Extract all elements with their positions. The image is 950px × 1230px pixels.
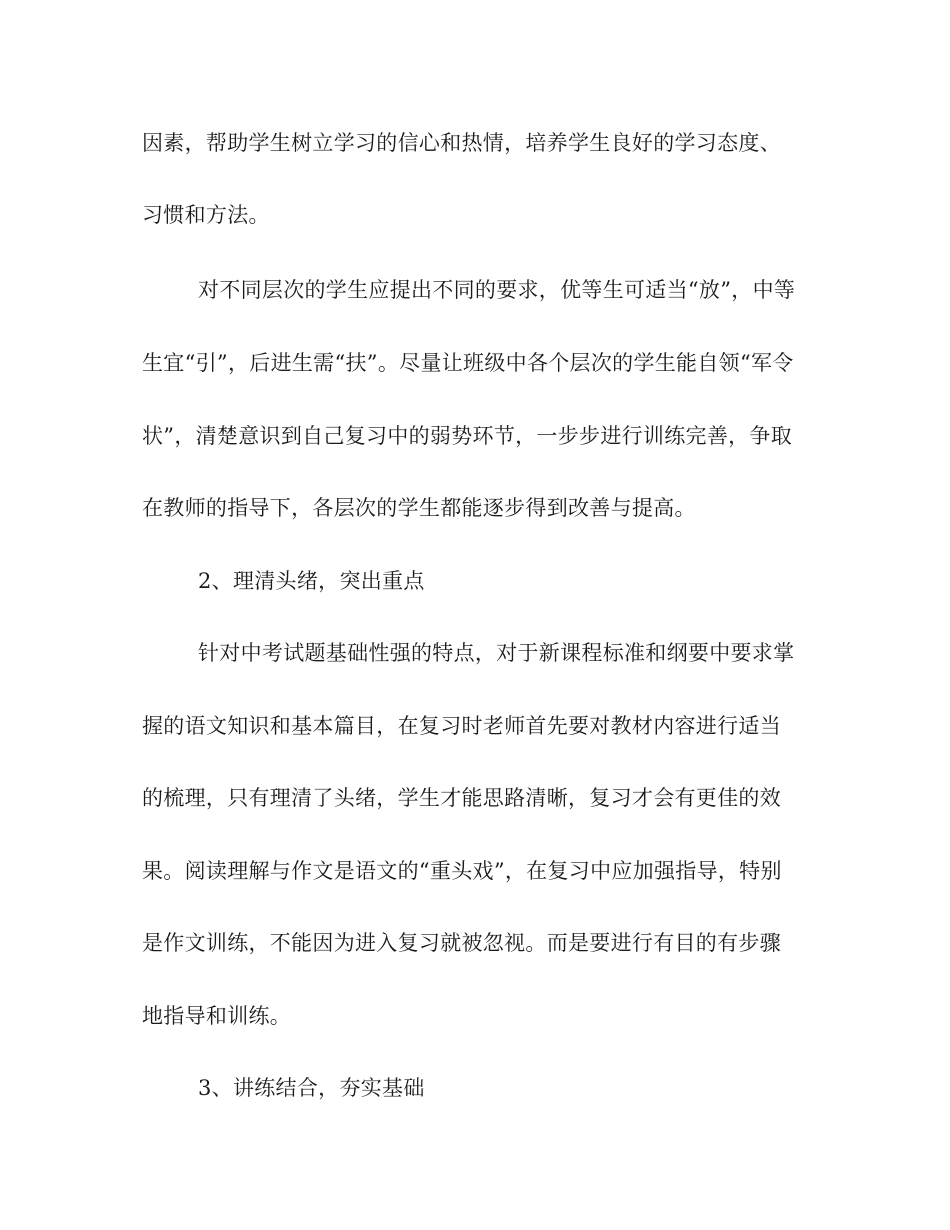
paragraph-line: 生宜“引”，后进生需“扶”。尽量让班级中各个层次的学生能自领“军令 — [142, 351, 794, 375]
paragraph-line: 状”，清楚意识到自己复习中的弱势环节，一步步进行训练完善，争取 — [142, 424, 793, 448]
paragraph-line: 因素，帮助学生树立学习的信心和热情，培养学生良好的学习态度、 — [142, 131, 781, 155]
section-heading: 2、理清头绪，突出重点 — [198, 569, 425, 593]
section-heading: 3、讲练结合，夯实基础 — [198, 1076, 425, 1100]
paragraph-line: 针对中考试题基础性强的特点，对于新课程标准和纲要中要求掌 — [198, 641, 795, 665]
paragraph-line: 是作文训练，不能因为进入复习就被忽视。而是要进行有目的有步骤 — [142, 931, 781, 955]
paragraph-line: 对不同层次的学生应提出不同的要求，优等生可适当“放”，中等 — [198, 278, 796, 302]
paragraph-line: 在教师的指导下，各层次的学生都能逐步得到改善与提高。 — [142, 496, 696, 520]
paragraph-line: 握的语文知识和基本篇目，在复习时老师首先要对教材内容进行适当 — [142, 714, 781, 738]
paragraph-line: 习惯和方法。 — [142, 203, 270, 227]
paragraph-line: 的梳理，只有理清了头绪，学生才能思路清晰，复习才会有更佳的效 — [142, 786, 781, 810]
paragraph-line: 果。阅读理解与作文是语文的“重头戏”，在复习中应加强指导，特别 — [142, 859, 782, 883]
paragraph-line: 地指导和训练。 — [142, 1004, 292, 1028]
